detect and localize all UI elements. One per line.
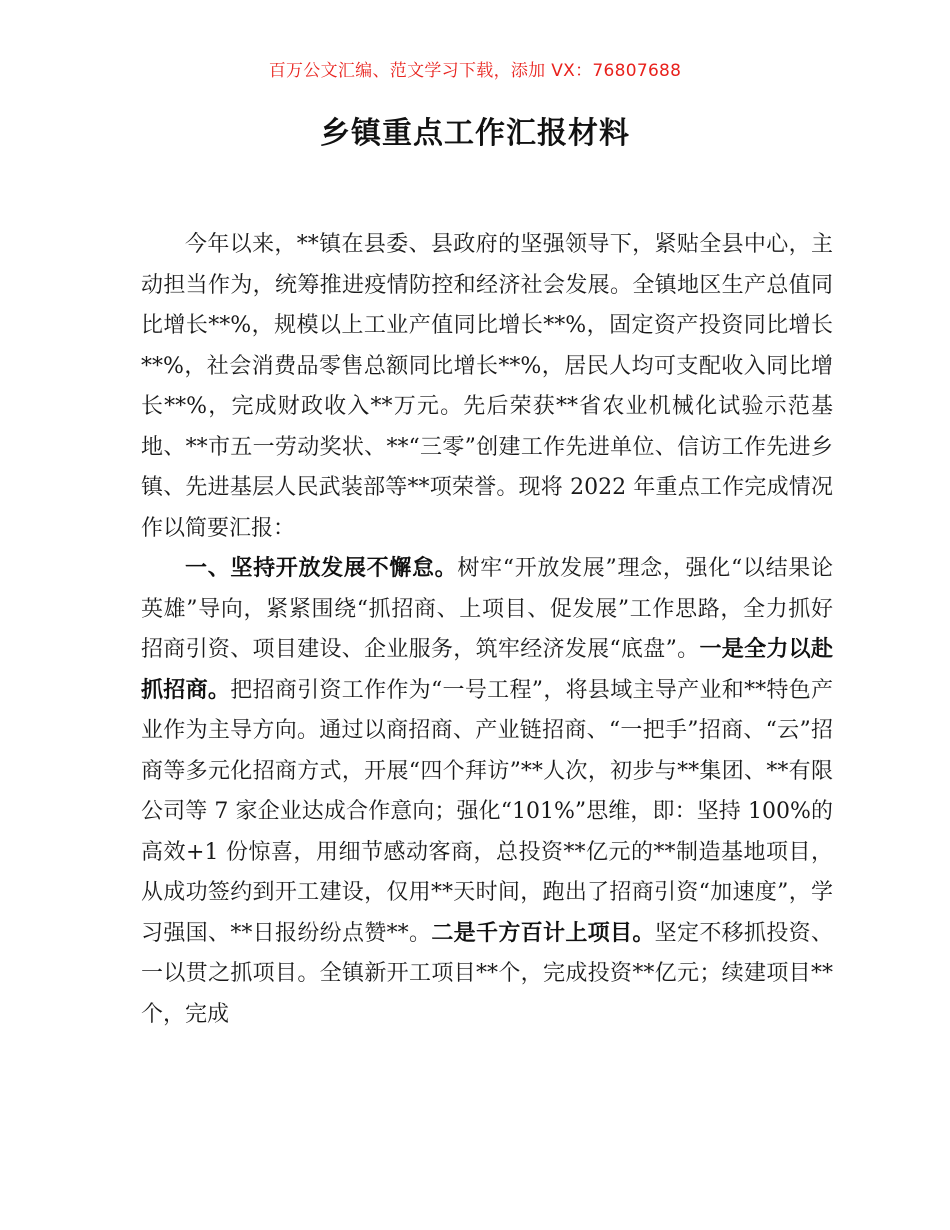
- paragraph-section-1: [141, 549, 833, 1035]
- header-banner: 百万公文汇编、范文学习下载，添加 VX：76807688: [268, 61, 682, 81]
- section-1-heading: 一、坚持开放发展不懈怠。: [185, 556, 458, 581]
- point-2-text: 坚定不移抓投资、一以贯之抓项目。全镇新开工项目**个，完成投资**亿元；续建项目**个，完成: [141, 920, 833, 1027]
- point-2-heading: 二是千方百计上项目。: [431, 920, 655, 946]
- point-1-heading: 一是全力以赴抓招商。: [141, 637, 833, 703]
- document-body: [141, 225, 833, 1035]
- point-1-text: 把招商引资工作作为“一号工程”，将县域主导产业和**特色产业作为主导方向。通过以商招商、产业链招商、“一把手”招商、“云”招商等多元化招商方式，开展“四个拜访”**人次，初步与**集团、**有限公司等 7 家企业达成合作意向；强化“101%”思维，即：坚持 100%的高效+1 份惊喜，用细节感动客商，总投资**亿元的**制造基地项目，从成功签约到开工建设，仅用**天时间，跑出了招商引资“加速度”，学习强国、**日报纷纷点赞**。: [141, 677, 833, 946]
- section-1-intro: 树牢“开放发展”理念，强化“以结果论英雄”导向，紧紧围绕“抓招商、上项目、促发展”工作思路，全力抓好招商引资、项目建设、企业服务，筑牢经济发展“底盘”。: [141, 556, 833, 662]
- document-title: 乡镇重点工作汇报材料: [320, 116, 630, 151]
- paragraph-intro: 今年以来，**镇在县委、县政府的坚强领导下，紧贴全县中心，主动担当作为，统筹推进疫情防控和经济社会发展。全镇地区生产总值同比增长**%，规模以上工业产值同比增长**%，固定资产投资同比增长**%，社会消费品零售总额同比增长**%，居民人均可支配收入同比增长**%，完成财政收入**万元。先后荣获**省农业机械化试验示范基地、**市五一劳动奖状、**“三零”创建工作先进单位、信访工作先进乡镇、先进基层人民武装部等**项荣誉。现将 2022 年重点工作完成情况作以简要汇报：: [141, 232, 833, 541]
